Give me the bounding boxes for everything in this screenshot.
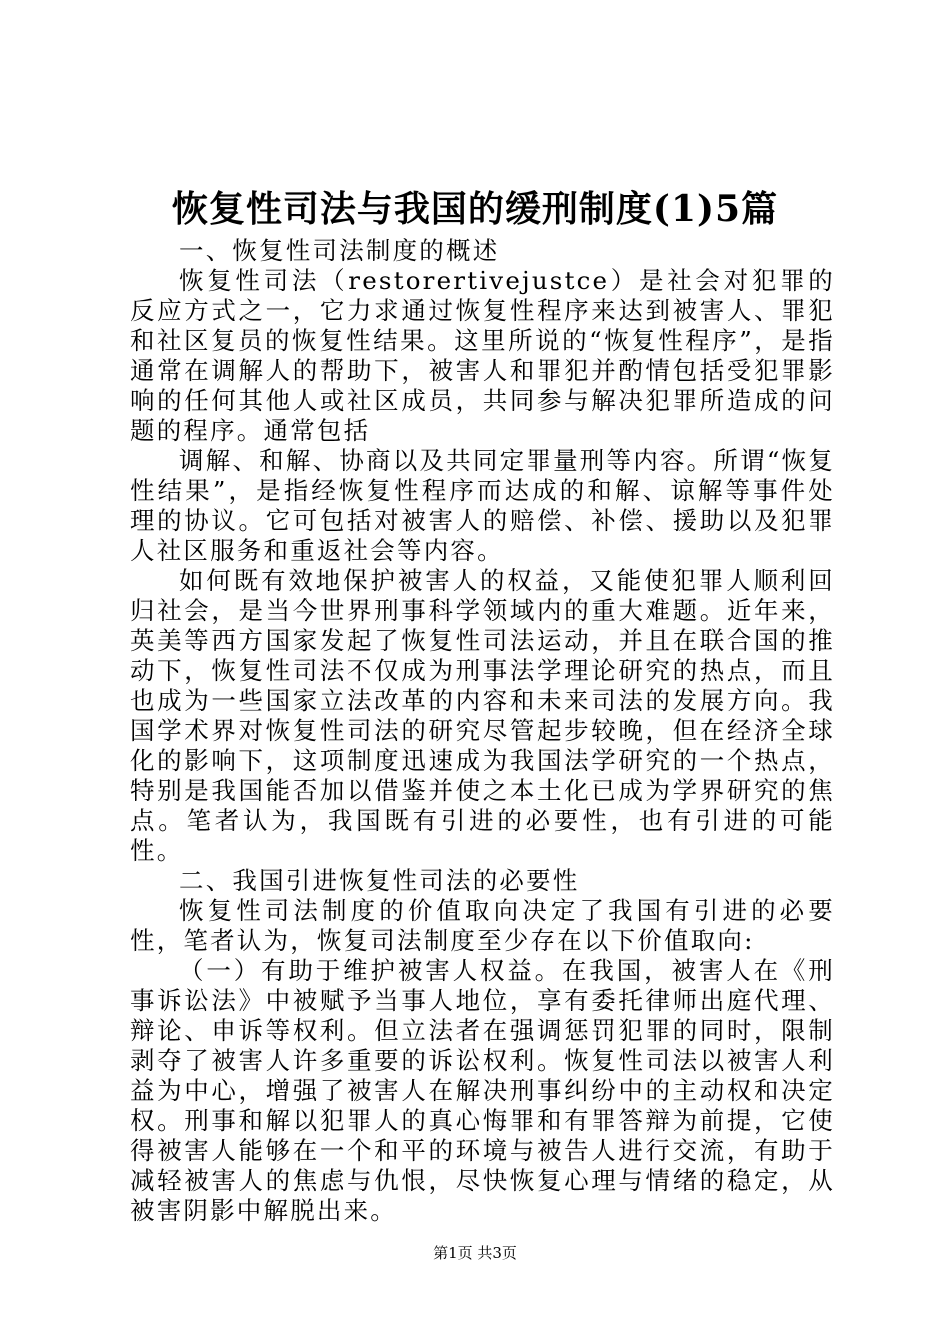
document-title: 恢复性司法与我国的缓刑制度(1)5篇: [171, 188, 779, 230]
page-footer: 第1页 共3页: [433, 1244, 517, 1262]
paragraph-2: 调解、和解、协商以及共同定罪量刑等内容。所谓“恢复性结果”，是指经恢复性程序而达成的和解、谅解等事件处理的协议。它可包括对被害人的赔偿、补偿、援助以及犯罪人社区服务和重返社会等内容。: [130, 446, 835, 565]
section-heading-1: 一、恢复性司法制度的概述: [179, 236, 500, 265]
document-body: [130, 236, 835, 1226]
paragraph-1: 恢复性司法（restorertivejustce）是社会对犯罪的反应方式之一，它力求通过恢复性程序来达到被害人、罪犯和社区复员的恢复性结果。这里所说的“恢复性程序”，是指通常在调解人的帮助下，被害人和罪犯并酌情包括受犯罪影响的任何其他人或社区成员，共同参与解决犯罪所造成的问题的程序。通常包括: [130, 266, 835, 445]
section-heading-2: 二、我国引进恢复性司法的必要性: [179, 866, 580, 895]
paragraph-5: （一）有助于维护被害人权益。在我国，被害人在《刑事诉讼法》中被赋予当事人地位，享有委托律师出庭代理、辩论、申诉等权利。但立法者在强调惩罚犯罪的同时，限制剥夺了被害人许多重要的诉讼权利。恢复性司法以被害人利益为中心，增强了被害人在解决刑事纠纷中的主动权和决定权。刑事和解以犯罪人的真心悔罪和有罪答辩为前提，它使得被害人能够在一个和平的环境与被告人进行交流，有助于减轻被害人的焦虑与仇恨，尽快恢复心理与情绪的稳定，从被害阴影中解脱出来。: [130, 956, 835, 1225]
paragraph-4: 恢复性司法制度的价值取向决定了我国有引进的必要性，笔者认为，恢复司法制度至少存在以下价值取向:: [130, 896, 835, 955]
paragraph-3: 如何既有效地保护被害人的权益，又能使犯罪人顺利回归社会，是当今世界刑事科学领域内的重大难题。近年来，英美等西方国家发起了恢复性司法运动，并且在联合国的推动下，恢复性司法不仅成为刑事法学理论研究的热点，而且也成为一些国家立法改革的内容和未来司法的发展方向。我国学术界对恢复性司法的研究尽管起步较晚，但在经济全球化的影响下，这项制度迅速成为我国法学研究的一个热点，特别是我国能否加以借鉴并使之本土化已成为学界研究的焦点。笔者认为，我国既有引进的必要性，也有引进的可能性。: [130, 566, 835, 865]
